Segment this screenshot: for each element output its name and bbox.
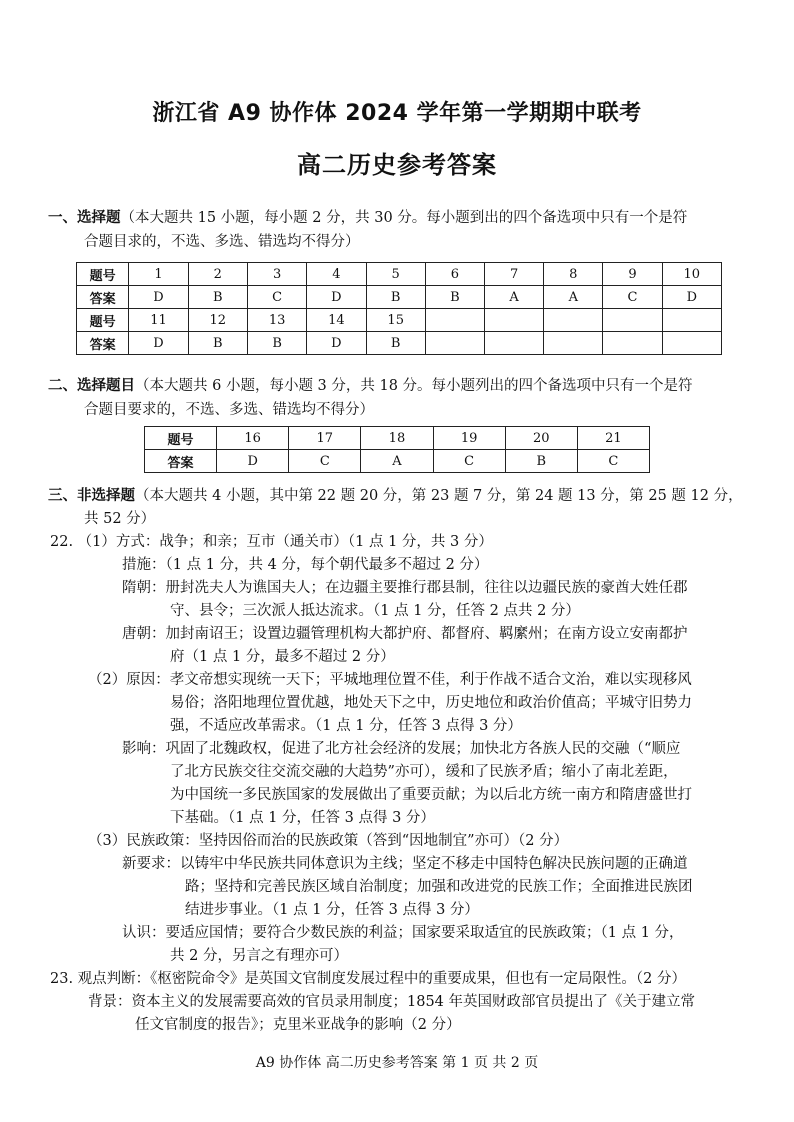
page-footer: A9 协作体 高二历史参考答案 第 1 页 共 2 页 [255, 1055, 539, 1071]
q22-line: 守、县令；三次派人抵达流求。（1 点 1 分，任答 2 点共 2 分） [170, 603, 580, 619]
section3-heading [48, 486, 743, 506]
answer-row [77, 332, 722, 355]
answer-cell [485, 309, 544, 332]
question-row [77, 309, 722, 332]
answer-row [77, 286, 722, 309]
answer-cell: B [247, 332, 306, 355]
answer-table-1 [76, 262, 722, 355]
answer-cell: D [129, 286, 188, 309]
question-row [145, 427, 650, 450]
section1-heading [48, 208, 687, 228]
answer-cell: 19 [433, 427, 505, 450]
q22-line: 影响：巩固了北魏政权，促进了北方社会经济的发展；加快北方各族人民的交融（“顺应 [122, 741, 681, 757]
answer-cell: 11 [129, 309, 188, 332]
answer-cell: 6 [425, 263, 484, 286]
row-label: 答案 [145, 450, 217, 473]
answer-cell: 4 [307, 263, 366, 286]
section2-desc-1: （本大题共 6 小题，每小题 3 分，共 18 分。每小题列出的四个备选项中只有一个是符 [135, 378, 693, 394]
answer-cell: 2 [188, 263, 247, 286]
answer-cell: 8 [544, 263, 603, 286]
answer-cell: A [485, 286, 544, 309]
answer-cell [662, 332, 721, 355]
answer-cell: 9 [603, 263, 662, 286]
document-title: 浙江省 A9 协作体 2024 学年第一学期期中联考 [152, 101, 642, 126]
answer-cell: D [217, 450, 289, 473]
q22-line: 结进步事业。（1 点 1 分，任答 3 点得 3 分） [185, 902, 479, 918]
q22-line: 新要求：以铸牢中华民族共同体意识为主线；坚定不移走中国特色解决民族问题的正确道 [122, 856, 688, 872]
answer-cell: 10 [662, 263, 721, 286]
row-label: 题号 [145, 427, 217, 450]
answer-cell: 14 [307, 309, 366, 332]
answer-cell [425, 309, 484, 332]
answer-cell [425, 332, 484, 355]
section3-label: 三、非选择题 [48, 488, 135, 504]
question-row [77, 263, 722, 286]
answer-cell [544, 309, 603, 332]
section2-desc-2: 合题目要求的，不选、多选、错选均不得分） [84, 402, 374, 418]
q22-line: 强，不适应改革需求。（1 点 1 分，任答 3 点得 3 分） [170, 718, 522, 734]
q22-line: 唐朝：加封南诏王；设置边疆管理机构大都护府、都督府、羁縻州；在南方设立安南都护 [122, 626, 688, 642]
answer-cell: C [289, 450, 361, 473]
answer-cell: B [505, 450, 577, 473]
q22-line: 认识：要适应国情；要符合少数民族的利益；国家要采取适宜的民族政策；（1 点 1 分， [122, 925, 684, 941]
section3-desc-2: 共 52 分） [84, 511, 156, 527]
q22-line: 易俗；洛阳地理位置优越，地处天下之中，历史地位和政治价值高；平城守旧势力 [170, 695, 692, 711]
q22-line: 府（1 点 1 分，最多不超过 2 分） [170, 649, 395, 665]
section2-label: 二、选择题目 [48, 378, 135, 394]
answer-cell: D [307, 332, 366, 355]
answer-cell: C [247, 286, 306, 309]
q22-line: （2）原因：孝文帝想实现统一天下；平城地理位置不佳，利于作战不适合文治，难以实现移风 [88, 672, 692, 688]
answer-cell: 16 [217, 427, 289, 450]
answer-cell: B [188, 286, 247, 309]
row-label: 题号 [77, 263, 129, 286]
section3-desc-1: （本大题共 4 小题，其中第 22 题 20 分，第 23 题 7 分，第 24 题 13 分，第 25 题 12 分， [135, 488, 743, 504]
q22-line: 下基础。（1 点 1 分，任答 3 点得 3 分） [170, 810, 435, 826]
answer-cell: B [366, 286, 425, 309]
answer-cell: A [544, 286, 603, 309]
answer-cell: 18 [361, 427, 433, 450]
q22-line: 路；坚持和完善民族区域自治制度；加强和改进党的民族工作；全面推进民族团 [185, 879, 693, 895]
q22-line: 共 2 分，另言之有理亦可） [170, 948, 348, 964]
q23-line: 23. 观点判断：《枢密院命令》是英国文官制度发展过程中的重要成果，但也有一定局限性。（2 分） [50, 971, 686, 987]
answer-cell: D [662, 286, 721, 309]
q22-line: 为中国统一多民族国家的发展做出了重要贡献；为以后北方统一南方和隋唐盛世打 [170, 787, 692, 803]
section1-label: 一、选择题 [48, 210, 121, 226]
q23-line: 背景：资本主义的发展需要高效的官员录用制度；1854 年英国财政部官员提出了《关于建立常 [88, 994, 696, 1010]
row-label: 答案 [77, 332, 129, 355]
answer-cell: 5 [366, 263, 425, 286]
section1-desc-1: （本大题共 15 小题，每小题 2 分，共 30 分。每小题到出的四个备选项中只有一个是符 [120, 210, 688, 226]
answer-cell: 12 [188, 309, 247, 332]
answer-cell [603, 332, 662, 355]
q23-line: 任文官制度的报告》；克里米亚战争的影响（2 分） [135, 1017, 461, 1033]
answer-cell: 21 [577, 427, 649, 450]
q22-line: 措施：（1 点 1 分，共 4 分，每个朝代最多不超过 2 分） [122, 557, 489, 573]
row-label: 答案 [77, 286, 129, 309]
row-label: 题号 [77, 309, 129, 332]
answer-cell: 1 [129, 263, 188, 286]
section2-heading [48, 376, 693, 396]
answer-cell: D [307, 286, 366, 309]
answer-cell: C [433, 450, 505, 473]
q22-line: （3）民族政策：坚持因俗而治的民族政策（答到“因地制宜”亦可）（2 分） [88, 833, 569, 849]
answer-cell: 13 [247, 309, 306, 332]
answer-cell: A [361, 450, 433, 473]
answer-cell: 3 [247, 263, 306, 286]
answer-table-2 [144, 426, 650, 473]
answer-cell: 15 [366, 309, 425, 332]
answer-cell [485, 332, 544, 355]
section1-desc-2: 合题目求的，不选、多选、错选均不得分） [84, 234, 360, 250]
answer-row [145, 450, 650, 473]
answer-cell: 7 [485, 263, 544, 286]
answer-cell: B [425, 286, 484, 309]
answer-cell [662, 309, 721, 332]
q22-line: 22. （1）方式：战争；和亲；互市（通关市）（1 点 1 分，共 3 分） [50, 534, 493, 550]
answer-cell: C [577, 450, 649, 473]
answer-cell: B [188, 332, 247, 355]
q22-line: 隋朝：册封冼夫人为谯国夫人；在边疆主要推行郡县制，往往以边疆民族的豪酋大姓任郡 [122, 580, 688, 596]
answer-cell: 20 [505, 427, 577, 450]
q22-line: 了北方民族交往交流交融的大趋势”亦可），缓和了民族矛盾；缩小了南北差距， [170, 764, 678, 780]
answer-cell [544, 332, 603, 355]
document-subtitle: 高二历史参考答案 [297, 151, 497, 179]
answer-cell: 17 [289, 427, 361, 450]
answer-cell: B [366, 332, 425, 355]
answer-cell: D [129, 332, 188, 355]
answer-cell [603, 309, 662, 332]
answer-cell: C [603, 286, 662, 309]
